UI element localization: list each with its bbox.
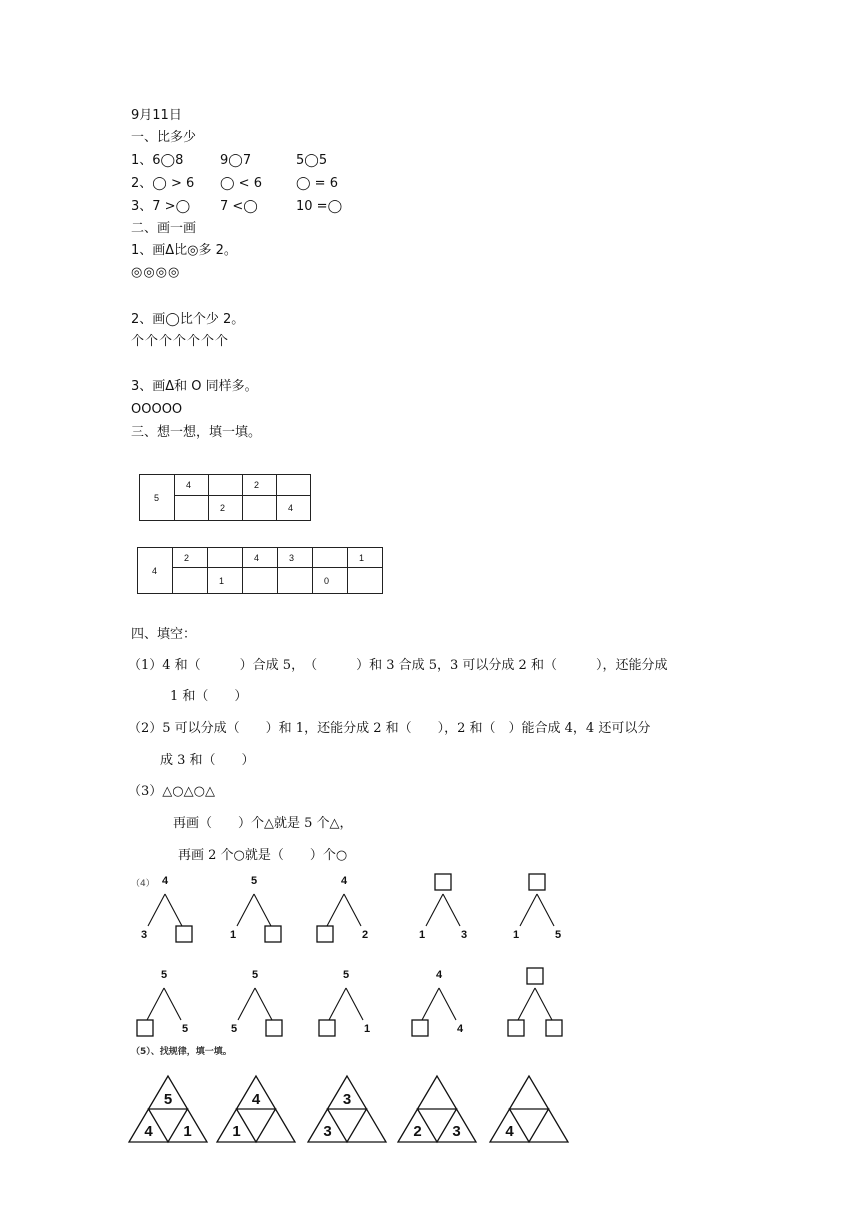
compare-2a: 2、◯ > 6: [131, 176, 195, 191]
bond-tree-r2-4-left-branch: [518, 988, 535, 1020]
bond-tree-r1-3-right-branch: [443, 894, 460, 926]
compare-3b: 7 <◯: [220, 199, 258, 214]
table-cell[interactable]: 2: [209, 496, 243, 521]
table-cell[interactable]: 1: [208, 568, 243, 594]
bond-tree-r2-4-right-branch: [535, 988, 552, 1020]
bond-tree-r2-2-left-branch: [329, 988, 346, 1020]
date: 9月11日: [131, 108, 182, 123]
bond-tree-r2-3-right-branch: [439, 988, 456, 1020]
bond-tree-r1-4-top-box: [529, 874, 545, 890]
bond-tree-r1-2-top-value: 4: [340, 875, 348, 887]
draw-q1: 1、画Δ比◎多 2。: [131, 243, 237, 258]
bond-tree-r2-2-right-value: 1: [363, 1023, 371, 1035]
table-cell[interactable]: 1: [348, 548, 383, 568]
table-1-lead: 5: [140, 475, 175, 521]
bond-tree-r2-0-right-value: 5: [181, 1023, 189, 1035]
draw-q2: 2、画◯比个少 2。: [131, 312, 245, 327]
draw-q1-shapes: ◎◎◎◎: [131, 265, 181, 280]
q5-label: （5）、找规律，填一填。: [131, 1047, 232, 1057]
number-triangle-3-right-value: 3: [452, 1123, 461, 1140]
compare-3c: 10 =◯: [296, 199, 343, 214]
table-2-lead: 4: [138, 548, 173, 594]
bond-tree-r1-4-right-value: 5: [554, 929, 562, 941]
bond-tree-r1-3-top-box: [435, 874, 451, 890]
number-triangle-1-top-value: 4: [251, 1091, 261, 1108]
bond-tree-r1-4-left-branch: [520, 894, 537, 926]
section-2-title: 二、画一画: [131, 221, 197, 236]
number-triangle-3-left-value: 2: [413, 1123, 422, 1140]
number-triangle-0-left-value: 4: [144, 1123, 153, 1140]
q4-label: （4）: [131, 879, 155, 889]
table-cell[interactable]: 0: [313, 568, 348, 594]
draw-q2-shapes: 个个个个个个个: [131, 334, 230, 349]
bond-tree-r2-0-right-branch: [164, 988, 181, 1020]
fill-q3: （3）△○△○△: [128, 784, 215, 799]
compare-2c: ◯ = 6: [296, 176, 338, 191]
bond-tree-r1-0-right-box: [176, 926, 192, 942]
table-cell[interactable]: 4: [243, 548, 278, 568]
section-4-title: 四、填空：: [131, 627, 197, 642]
bond-tree-r1-3-left-value: 1: [418, 929, 426, 941]
compare-1a: 1、6◯8: [131, 153, 184, 168]
draw-q3-shapes: OOOOO: [131, 402, 183, 417]
bond-tree-r2-4-top-box: [527, 968, 543, 984]
number-triangle-0-top-value: 5: [163, 1091, 173, 1108]
bond-tree-r2-0-left-branch: [147, 988, 164, 1020]
bond-tree-r1-3-right-value: 3: [460, 929, 468, 941]
compare-3a: 3、7 >◯: [131, 199, 191, 214]
bond-tree-r1-0-top-value: 4: [161, 875, 169, 887]
bond-tree-r1-1-left-branch: [237, 894, 254, 926]
bond-tree-r1-3-left-branch: [426, 894, 443, 926]
bond-tree-r1-1-top-value: 5: [250, 875, 258, 887]
compare-2b: ◯ < 6: [220, 176, 262, 191]
compare-1b: 9◯7: [220, 153, 252, 168]
number-triangle-0-right-value: 1: [183, 1123, 192, 1140]
fill-q3-line2: 再画 2 个○就是（ ）个○: [178, 848, 348, 863]
bond-tree-r1-1-left-value: 1: [229, 929, 237, 941]
bond-tree-r1-2-left-branch: [327, 894, 344, 926]
bond-tree-r2-0-top-value: 5: [160, 969, 168, 981]
table-cell[interactable]: 4: [175, 475, 209, 496]
table-cell[interactable]: 4: [277, 496, 311, 521]
bond-tree-r1-4-right-branch: [537, 894, 554, 926]
bond-tree-r2-2-right-branch: [346, 988, 363, 1020]
bond-tree-r1-0-left-branch: [148, 894, 165, 926]
bond-tree-r1-0-left-value: 3: [140, 929, 148, 941]
bond-tree-r2-1-left-branch: [238, 988, 255, 1020]
bond-tree-r2-3-left-branch: [422, 988, 439, 1020]
bond-tree-r2-3-left-box: [412, 1020, 428, 1036]
bond-tree-r1-1-right-box: [265, 926, 281, 942]
bond-tree-r2-4-right-box: [546, 1020, 562, 1036]
bond-tree-r1-0-right-branch: [165, 894, 182, 926]
number-triangle-1-left-value: 1: [232, 1123, 241, 1140]
fill-q3-line1: 再画（ ）个△就是 5 个△，: [173, 816, 353, 831]
number-triangle-4-left-value: 4: [505, 1123, 514, 1140]
bond-tree-r2-1-right-branch: [255, 988, 272, 1020]
bond-tree-r1-2-right-value: 2: [361, 929, 369, 941]
bond-tree-r2-3-top-value: 4: [435, 969, 443, 981]
fill-q1-line1: （1）4 和（ ）合成 5， （ ）和 3 合成 5，3 可以分成 2 和（ ），还能分成: [128, 658, 668, 673]
bond-tree-r1-2-right-branch: [344, 894, 361, 926]
section-3-title: 三、想一想，填一填。: [131, 425, 262, 440]
bond-tree-r2-1-right-box: [266, 1020, 282, 1036]
number-triangle-2-left-value: 3: [323, 1123, 332, 1140]
table-cell[interactable]: 2: [243, 475, 277, 496]
fill-q1-line2: 1 和（ ）: [170, 689, 248, 704]
fill-q2-line2: 成 3 和（ ）: [160, 753, 255, 768]
bond-tree-r2-1-top-value: 5: [251, 969, 259, 981]
bond-tree-r2-2-top-value: 5: [342, 969, 350, 981]
bond-tree-r2-4-left-box: [508, 1020, 524, 1036]
bond-tree-r1-1-right-branch: [254, 894, 271, 926]
bond-tree-r2-1-left-value: 5: [230, 1023, 238, 1035]
bond-tree-r2-3-right-value: 4: [456, 1023, 464, 1035]
compare-1c: 5◯5: [296, 153, 328, 168]
bond-tree-r1-4-left-value: 1: [512, 929, 520, 941]
table-cell[interactable]: 3: [278, 548, 313, 568]
number-triangle-2-top-value: 3: [342, 1091, 352, 1108]
bond-tree-r2-0-left-box: [137, 1020, 153, 1036]
bond-tree-r2-2-left-box: [319, 1020, 335, 1036]
table-cell[interactable]: 2: [173, 548, 208, 568]
bond-tree-r1-2-left-box: [317, 926, 333, 942]
fill-q2-line1: （2）5 可以分成（ ）和 1，还能分成 2 和（ ），2 和（ ）能合成 4，4 还可以分: [128, 721, 651, 736]
draw-q3: 3、画Δ和 O 同样多。: [131, 379, 258, 394]
section-1-title: 一、比多少: [131, 130, 197, 145]
